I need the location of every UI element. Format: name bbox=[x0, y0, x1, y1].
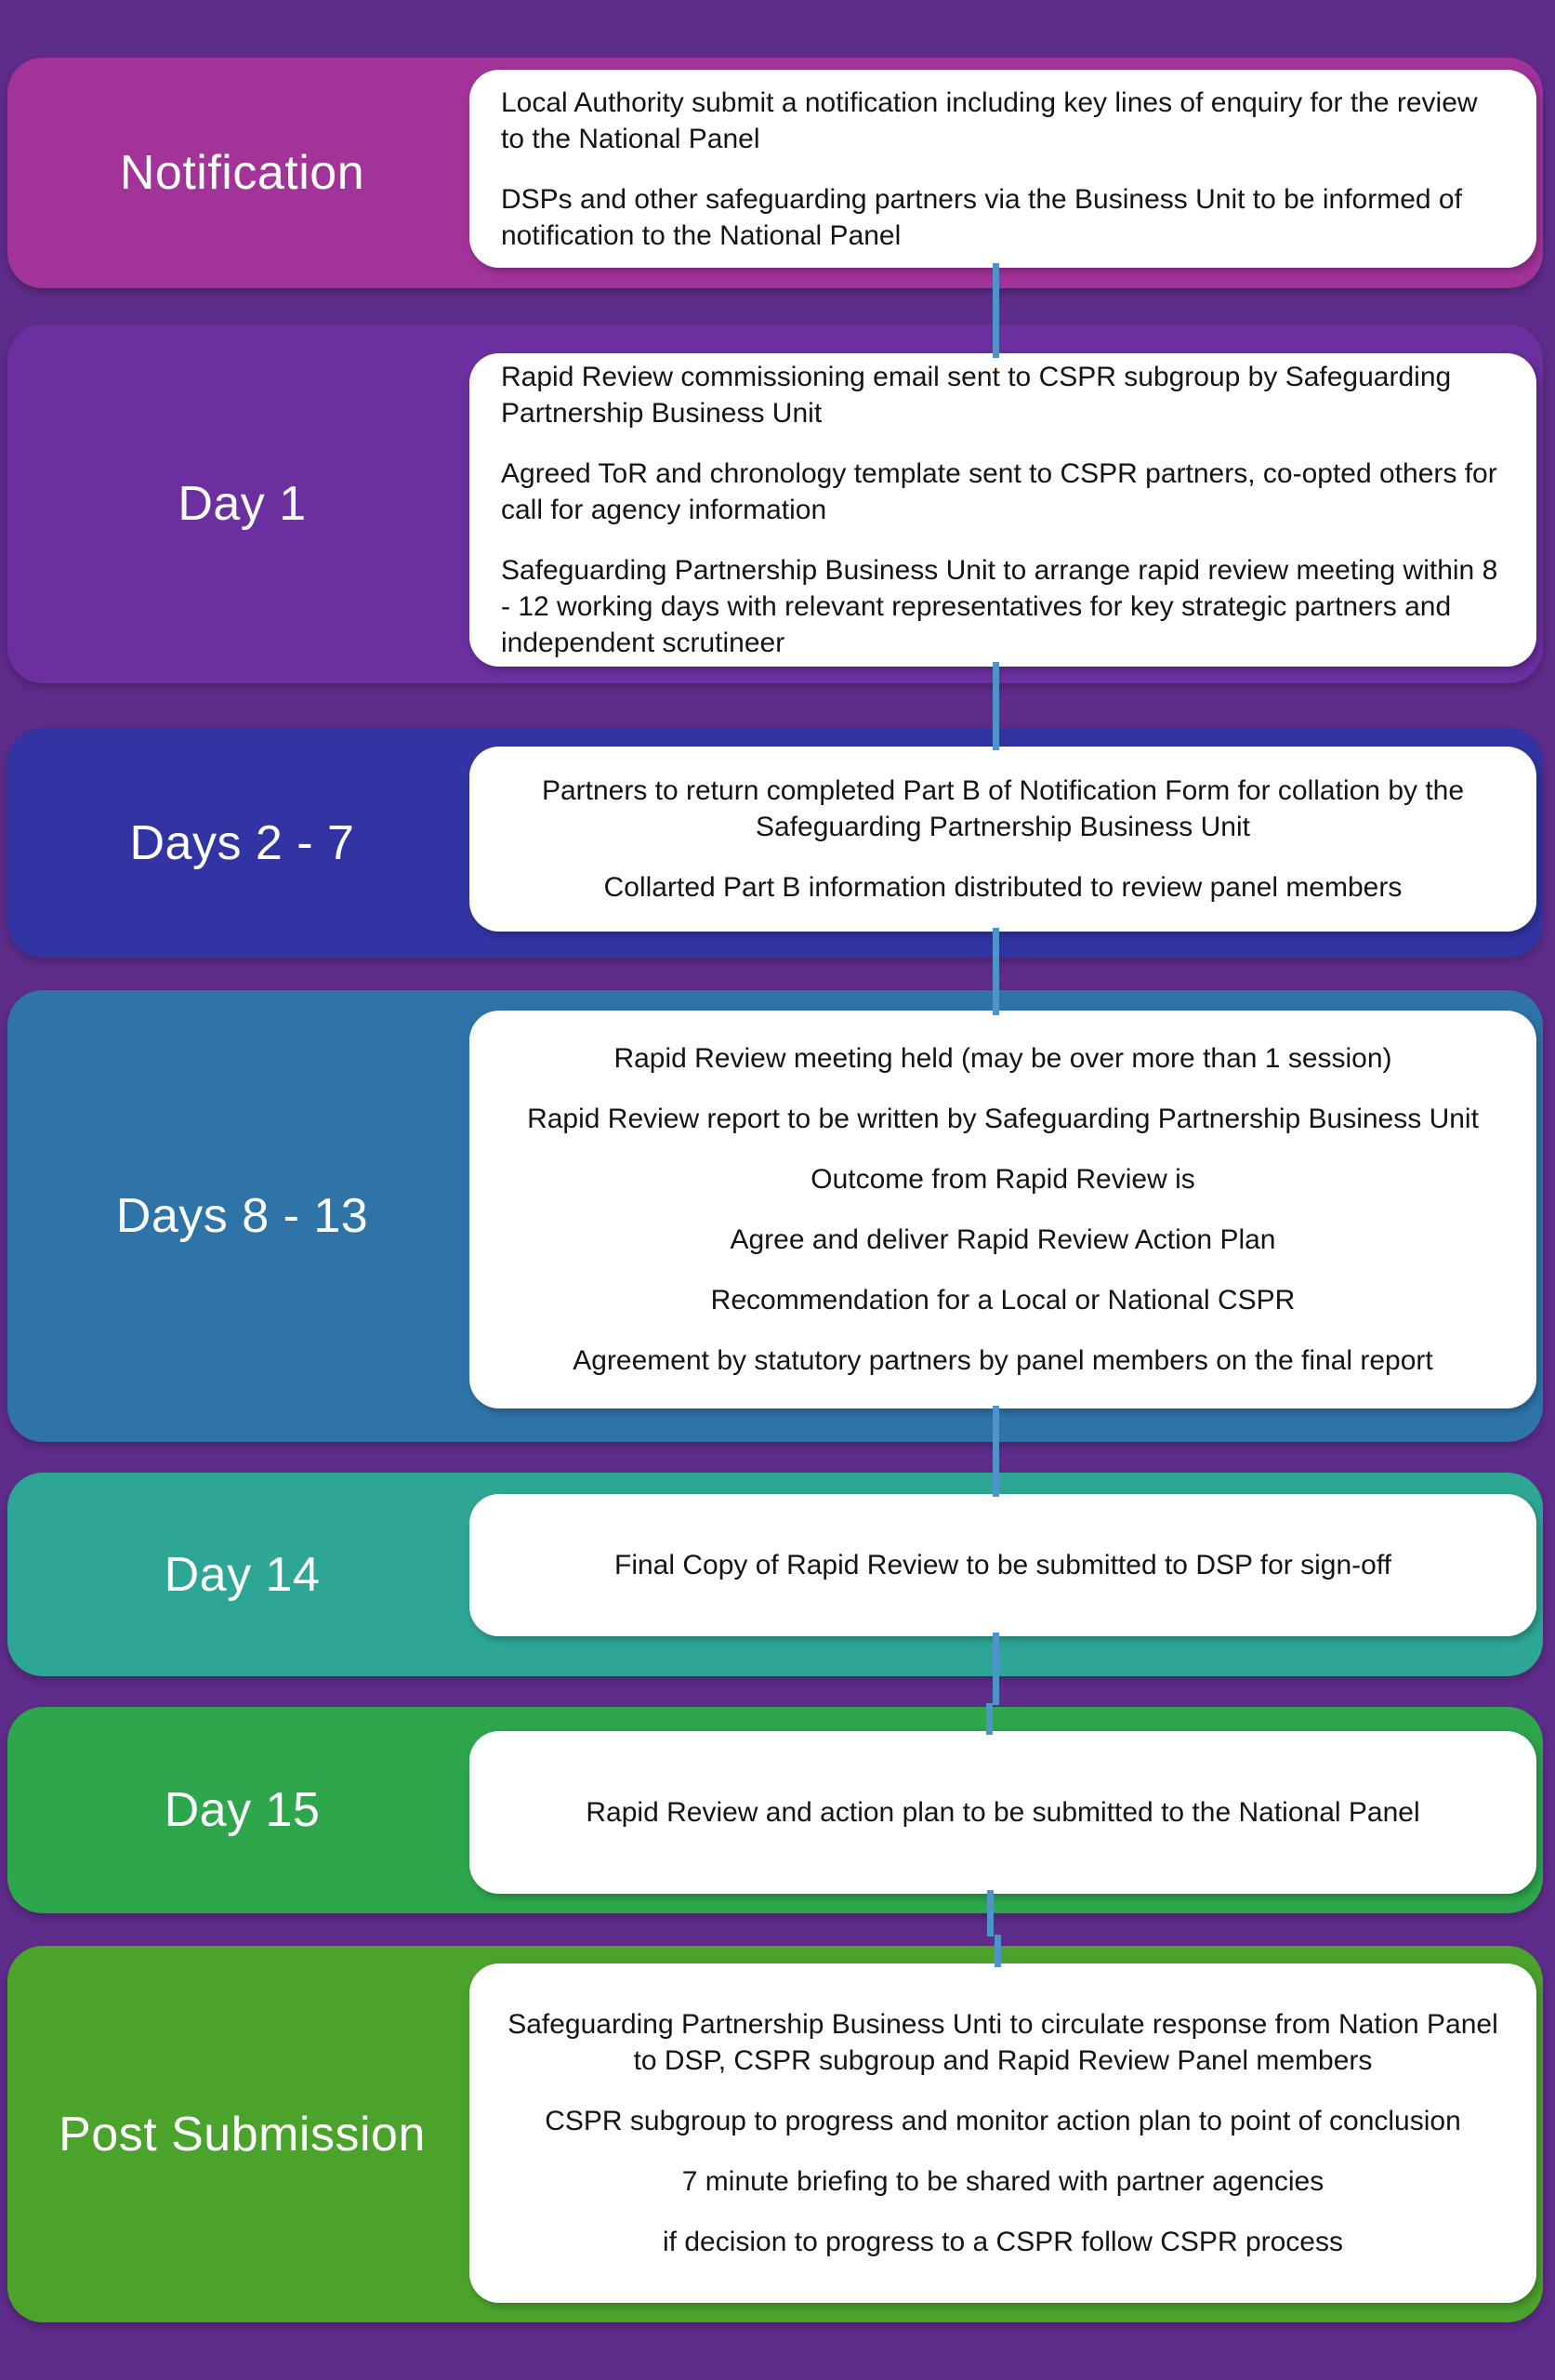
connector-segment bbox=[986, 1703, 993, 1735]
stage-paragraph: Agreement by statutory partners by panel members on the final report bbox=[573, 1345, 1433, 1376]
stage-paragraph: Partners to return completed Part B of Notification Form for collation by the Safeguarding Partnership Business Unit bbox=[541, 775, 1465, 842]
stage-card bbox=[469, 1964, 1536, 2303]
connector-segment bbox=[993, 263, 999, 358]
stage-paragraph: Safeguarding Partnership Business Unti to circulate response from Nation Panel to DSP, CSPR subgroup and Rapid Review Panel members bbox=[507, 2009, 1498, 2076]
stage-label: Post Submission bbox=[59, 2107, 426, 2162]
band-day-15 bbox=[7, 1707, 1543, 1913]
stage-paragraph: Agreed ToR and chronology template sent to CSPR partners, co-opted others for call for agency information bbox=[501, 458, 1497, 525]
band-post-submission bbox=[7, 1946, 1543, 2322]
band-days-2-7 bbox=[7, 728, 1543, 958]
stage-paragraph: 7 minute briefing to be shared with partner agencies bbox=[681, 2166, 1324, 2197]
stage-label: Day 1 bbox=[178, 477, 307, 531]
connector-segment bbox=[993, 1406, 999, 1497]
stage-paragraph: Local Authority submit a notification including key lines of enquiry for the review to the National Panel bbox=[501, 86, 1478, 154]
connector-segment bbox=[993, 662, 999, 750]
connector-segment bbox=[995, 1935, 1001, 1967]
stage-card bbox=[469, 1494, 1536, 1636]
band-day-14 bbox=[7, 1473, 1543, 1676]
band-notification bbox=[7, 58, 1543, 288]
stage-label: Days 8 - 13 bbox=[115, 1189, 369, 1243]
stage-paragraph: Recommendation for a Local or National CSPR bbox=[710, 1285, 1296, 1316]
stage-paragraph: Final Copy of Rapid Review to be submitted to DSP for sign-off bbox=[614, 1550, 1391, 1580]
band-days-8-13 bbox=[7, 990, 1543, 1442]
stage-paragraph: Agree and deliver Rapid Review Action Plan bbox=[730, 1224, 1276, 1255]
stage-label: Day 15 bbox=[164, 1783, 321, 1837]
connector-segment bbox=[987, 1890, 994, 1937]
stage-paragraph: Outcome from Rapid Review is bbox=[810, 1164, 1195, 1195]
stage-paragraph: Safeguarding Partnership Business Unit to arrange rapid review meeting within 8 - 12 working days with relevant representatives for key strategic partners and independent scrutineer bbox=[501, 555, 1498, 658]
stage-paragraph: Rapid Review and action plan to be submitted to the National Panel bbox=[586, 1797, 1420, 1828]
stage-card bbox=[469, 1011, 1536, 1408]
stage-card bbox=[469, 1731, 1536, 1894]
connector-segment bbox=[993, 928, 999, 1015]
stage-paragraph: Rapid Review meeting held (may be over more than 1 session) bbox=[613, 1043, 1392, 1074]
stage-paragraph: Collarted Part B information distributed to review panel members bbox=[603, 872, 1403, 903]
stage-card bbox=[469, 353, 1536, 667]
band-day-1 bbox=[7, 324, 1543, 683]
stage-paragraph: Rapid Review report to be written by Safeguarding Partnership Business Unit bbox=[527, 1104, 1479, 1134]
stage-paragraph: CSPR subgroup to progress and monitor action plan to point of conclusion bbox=[545, 2106, 1461, 2136]
stage-label: Day 14 bbox=[164, 1547, 321, 1602]
stage-paragraph: DSPs and other safeguarding partners via the Business Unit to be informed of notification to the National Panel bbox=[501, 183, 1462, 251]
stage-label: Notification bbox=[119, 146, 365, 200]
stage-card bbox=[469, 747, 1536, 932]
connector-segment bbox=[993, 1633, 999, 1705]
stage-paragraph: Rapid Review commissioning email sent to CSPR subgroup by Safeguarding Partnership Business Unit bbox=[501, 362, 1452, 429]
stage-card bbox=[469, 70, 1536, 268]
stage-paragraph: if decision to progress to a CSPR follow CSPR process bbox=[663, 2227, 1343, 2257]
stage-label: Days 2 - 7 bbox=[129, 815, 355, 870]
